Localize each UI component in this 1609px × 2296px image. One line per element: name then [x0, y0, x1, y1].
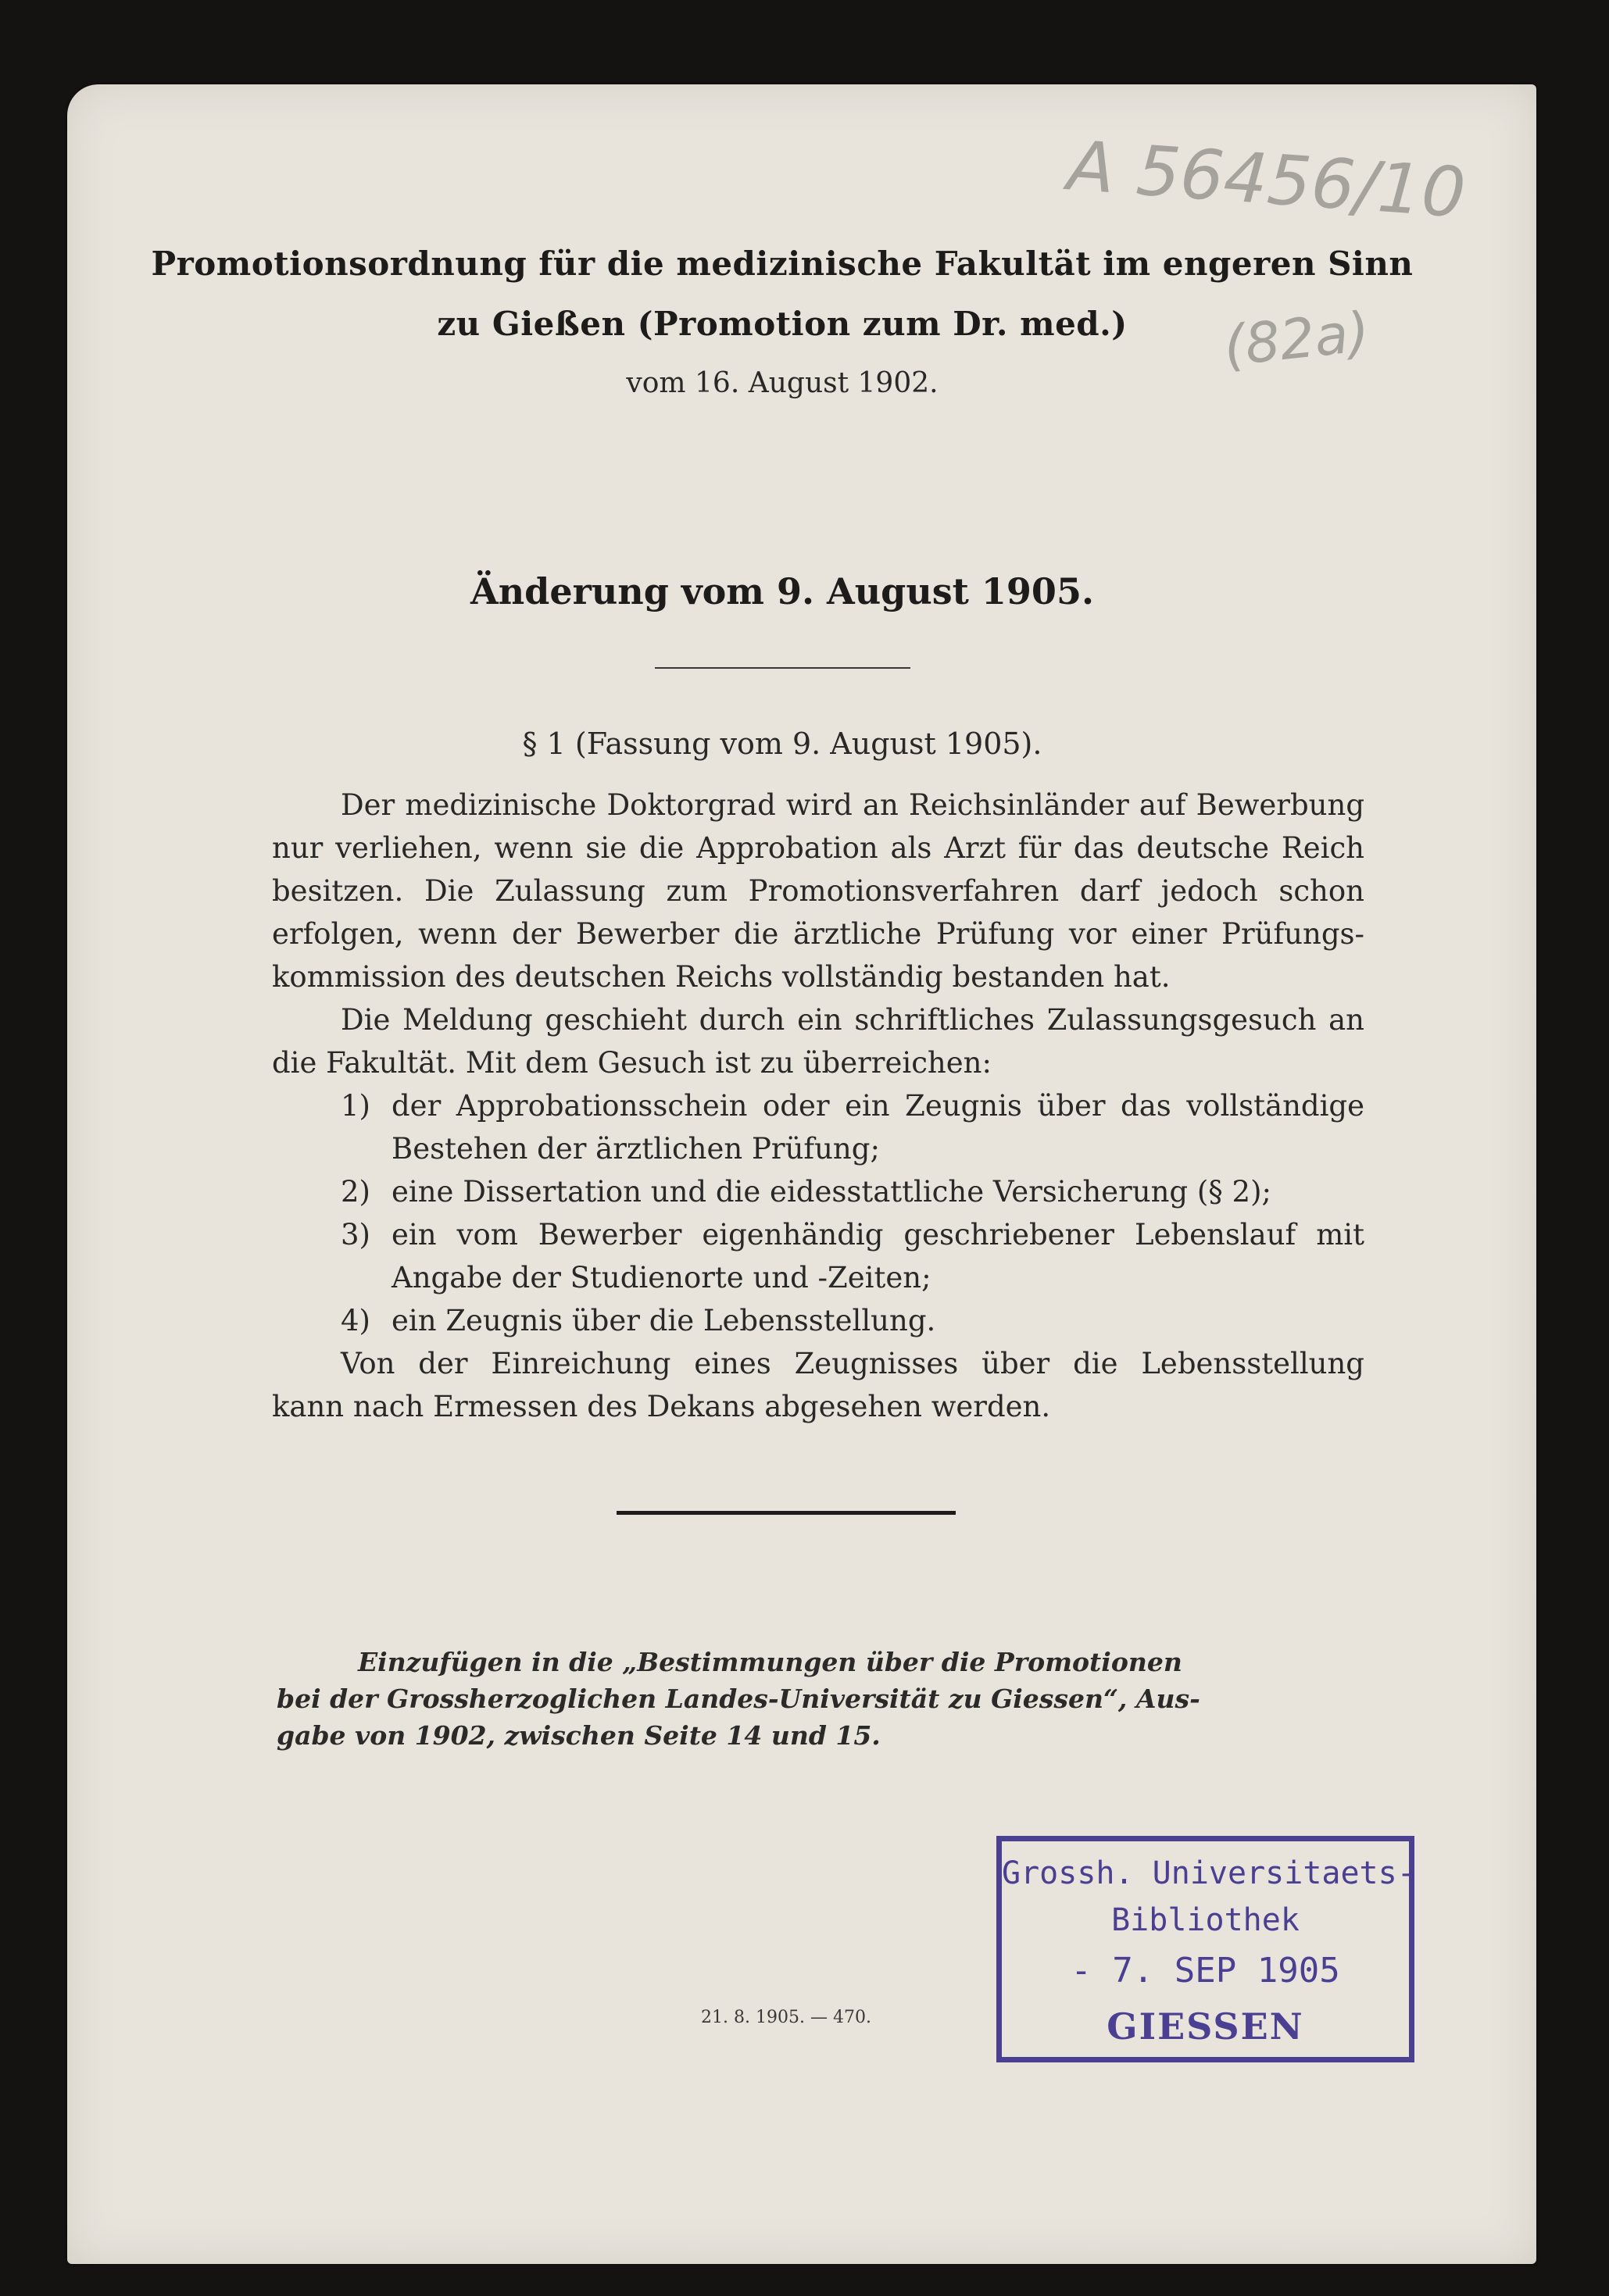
list-item-line: ein Zeugnis über die Lebensstellung. [392, 1304, 936, 1337]
insertion-note-line: Einzufügen in die „Bestimmungen über die Promotionen [358, 1647, 1182, 1677]
stamp-line-institution: Grossh. Universitaets- [1002, 1855, 1416, 1891]
document-title-line2: zu Gießen (Promotion zum Dr. med.) [437, 305, 1128, 343]
list-number: 2) [341, 1175, 370, 1209]
list-number: 3) [341, 1218, 370, 1252]
list-number: 4) [341, 1304, 370, 1337]
paragraph3-line: kann nach Ermessen des Dekans abgesehen werden. [272, 1390, 1051, 1423]
paragraph1-line: besitzen. Die Zulassung zum Promotionsverfahren darf jedoch schon [272, 874, 1364, 908]
stamp-date: - 7. SEP 1905 [1071, 1951, 1340, 1991]
list-item-line: eine Dissertation und die eidesstattliche Versicherung (§ 2); [392, 1175, 1271, 1209]
section-end-divider [617, 1511, 956, 1515]
list-item-line: Angabe der Studienorte und -Zeiten; [392, 1261, 931, 1294]
paragraph2-line: Die Meldung geschieht durch ein schriftliches Zulassungsgesuch an [341, 1003, 1364, 1037]
paragraph1-line: Der medizinische Doktorgrad wird an Reichsinländer auf Bewerbung [341, 788, 1364, 822]
list-number: 1) [341, 1089, 370, 1123]
paragraph2-line: die Fakultät. Mit dem Gesuch ist zu überreichen: [272, 1046, 992, 1080]
paragraph1-line: erfolgen, wenn der Bewerber die ärztliche Prüfung vor einer Prüfungs- [272, 917, 1364, 951]
printer-line: 21. 8. 1905. — 470. [701, 2008, 871, 2027]
stamp-city: GIESSEN [1107, 2005, 1304, 2048]
paragraph3-line: Von der Einreichung eines Zeugnisses über die Lebensstellung [341, 1347, 1364, 1380]
document-page [67, 84, 1536, 2264]
list-item-line: der Approbationsschein oder ein Zeugnis über das vollständige [392, 1089, 1364, 1123]
handwritten-number: (82a) [1221, 299, 1373, 379]
document-date: vom 16. August 1902. [626, 367, 939, 399]
document-title-line1: Promotionsordnung für die medizinische Fakultät im engeren Sinn [151, 245, 1414, 283]
paragraph1-line: nur verliehen, wenn sie die Approbation als Arzt für das deutsche Reich [272, 831, 1364, 865]
handwritten-shelfmark: A 56456/10 [1065, 125, 1468, 234]
list-item-line: ein vom Bewerber eigenhändig geschriebener Lebenslauf mit [392, 1218, 1364, 1252]
section-heading: § 1 (Fassung vom 9. August 1905). [522, 727, 1042, 761]
insertion-note-line: gabe von 1902, zwischen Seite 14 und 15. [277, 1720, 881, 1751]
section-body [67, 84, 1536, 1647]
library-stamp [996, 1836, 1414, 2062]
amendment-heading: Änderung vom 9. August 1905. [470, 570, 1094, 612]
paragraph1-line: kommission des deutschen Reichs vollständig bestanden hat. [272, 960, 1171, 994]
stamp-line-library: Bibliothek [1111, 1902, 1300, 1938]
insertion-note-line: bei der Grossherzoglichen Landes-Universität zu Giessen“, Aus- [277, 1684, 1200, 1714]
list-item-line: Bestehen der ärztlichen Prüfung; [392, 1132, 880, 1166]
